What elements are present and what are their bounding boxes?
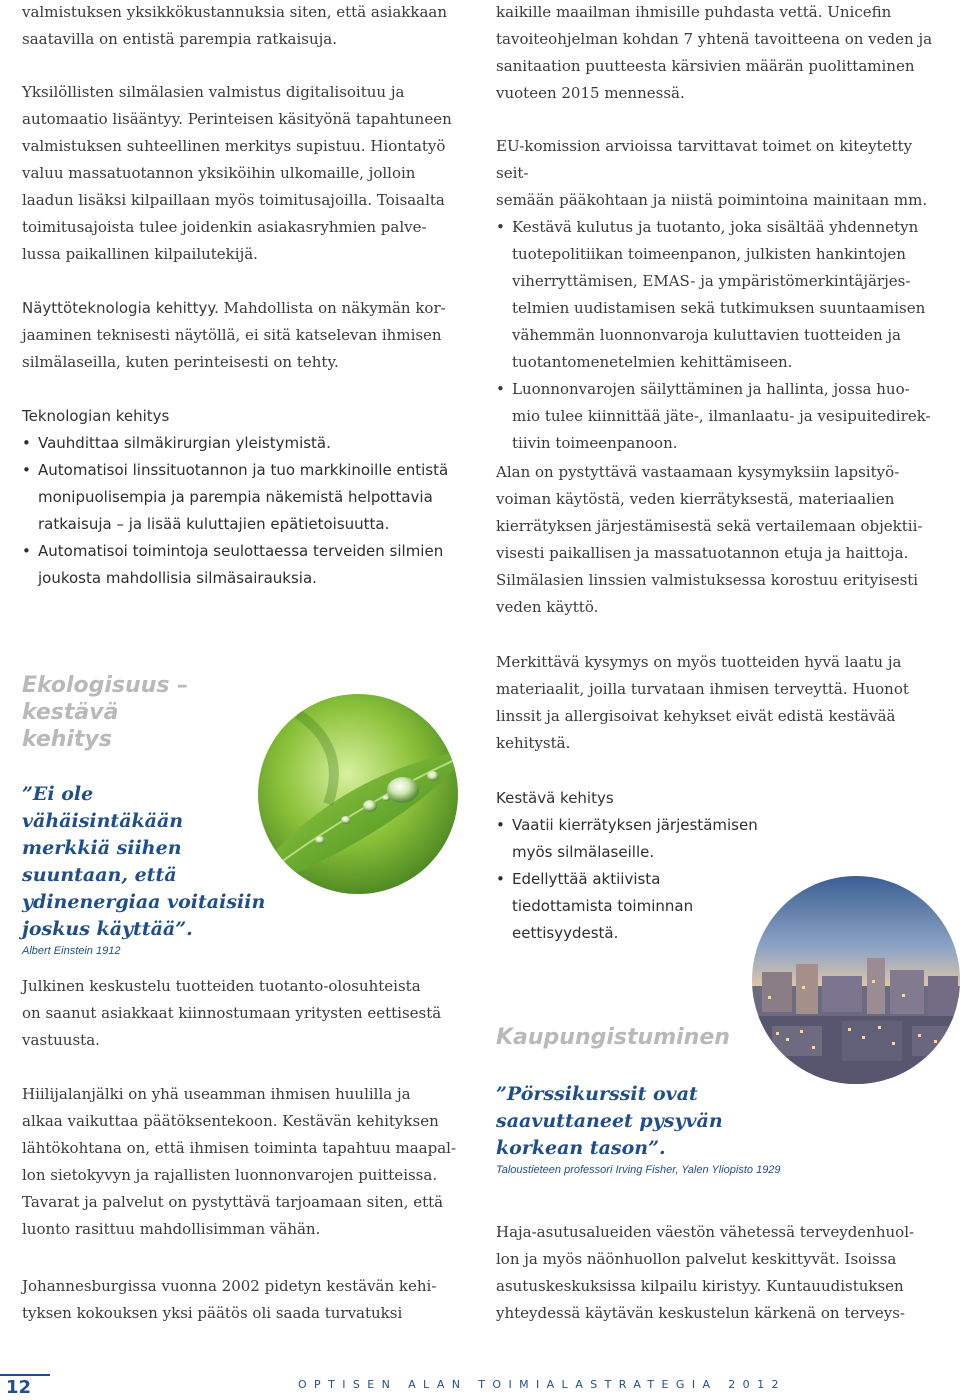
text-line: monipuolisempia ja parempia näkemistä helpottavia [38, 488, 433, 506]
text-line: Automatisoi linssituotannon ja tuo markkinoille entistä [38, 461, 449, 479]
bullet-item [496, 214, 936, 376]
text-line: ”Ei ole [22, 783, 94, 805]
text-line: tuotantomenetelmien kehittämiseen. [512, 353, 793, 371]
text-line: voiman käytöstä, veden kierrätyksestä, materiaalien [496, 490, 895, 508]
text-line: saavuttaneet pysyvän [496, 1110, 723, 1132]
text-line: Automatisoi toimintoja seulottaessa terveiden silmien [38, 542, 444, 560]
text-line: vuoteen 2015 mennessä. [496, 84, 685, 102]
text-line: joukosta mahdollisia silmäsairauksia. [38, 569, 317, 587]
paragraph-lines [496, 1219, 936, 1327]
page-number-tab [0, 1374, 50, 1400]
quote-attribution: Taloustieteen professori Irving Fisher, Yalen Yliopisto 1929 [496, 1164, 781, 1176]
text-line: ydinenergiaa voitaisiin [22, 891, 266, 913]
child-labour-paragraph [496, 459, 936, 621]
paragraph-lines [22, 295, 462, 376]
text-line: alkaa vaikuttaa päätöksentekoon. Kestävän kehityksen [22, 1112, 439, 1130]
text-line: laadun lisäksi kilpaillaan myös toimitusajoilla. Toisaalta [22, 191, 445, 209]
bullet-item [496, 812, 936, 866]
text-line: Kestävä kulutus ja tuotanto, joka sisältää yhdennetyn [512, 218, 919, 236]
text-line: myös silmälaseille. [512, 843, 655, 861]
text-line: Haja-asutusalueiden väestön vähetessä terveydenhuol- [496, 1223, 915, 1241]
text-line: EU-komission arvioissa tarvittavat toimet on kiteytetty seit- [496, 137, 913, 182]
text-line: kaikille maailman ihmisille puhdasta vettä. Unicefin [496, 3, 892, 21]
text-line: tiedottamista toiminnan [512, 897, 694, 915]
text-line: asutuskeskuksissa kilpailu kiristyy. Kuntauudistuksen [496, 1277, 904, 1295]
text-line: materiaalit, joilla turvataan ihmisen terveyttä. Huonot [496, 680, 909, 698]
text-line: Johannesburgissa vuonna 2002 pidetyn kestävän kehi- [22, 1277, 437, 1295]
leaf-image [258, 694, 458, 894]
text-line: tyksen kokouksen yksi päätös oli saada turvatuksi [22, 1304, 403, 1322]
text-line: tuotepolitiikan toimeenpanon, julkisten hankintojen [512, 245, 906, 263]
text-line: mio tulee kiinnittää jäte-, ilmanlaatu- ja vesipuitedirek- [512, 407, 931, 425]
text-line: joskus käyttää”. [22, 918, 193, 940]
text-line: linssit ja allergisoivat kehykset eivät edistä kestävää [496, 707, 896, 725]
eu-commission-section [496, 133, 936, 457]
urbanisation-callout [496, 1024, 936, 1176]
text-line: automaatio lisääntyy. Perinteisen käsityönä tapahtuneen [22, 110, 452, 128]
quality-paragraph [496, 649, 936, 757]
text-line: visesti paikallisen ja massatuotannon etuja ja haittoja. [496, 544, 909, 562]
text-line: Alan on pystyttävä vastaamaan kysymyksiin lapsityö- [496, 463, 900, 481]
paragraph-lines [22, 0, 462, 53]
text-line: merkkiä siihen [22, 837, 182, 859]
text-line: ratkaisuja – ja lisää kuluttajien epätietoisuutta. [38, 515, 390, 533]
section-title: Kaupungistuminen [496, 1025, 730, 1050]
text-line: Edellyttää aktiivista [512, 870, 661, 888]
text-line: sanitaation puutteesta kärsivien määrän puolittaminen [496, 57, 915, 75]
text-line: valmistuksen yksikkökustannuksia siten, että asiakkaan [22, 3, 448, 21]
text-line: valmistuksen suhteellinen merkitys supistuu. Hiontatyö [22, 137, 446, 155]
text-line: korkean tason”. [496, 1137, 666, 1159]
text-line: viherryttämisen, EMAS- ja ympäristömerkintäjärjes- [512, 272, 911, 290]
paragraph-lines [496, 649, 936, 757]
text-line: semään pääkohtaan ja niistä poimintoina mainitaan mm. [496, 191, 928, 209]
text-line: Luonnonvarojen säilyttäminen ja hallinta, jossa huo- [512, 380, 910, 398]
quote-attribution: Albert Einstein 1912 [22, 945, 121, 957]
left-intro-paragraph [22, 0, 462, 53]
digitalisation-paragraph [22, 79, 462, 268]
text-line: valuu massatuotannon yksiköihin ulkomaille, jolloin [22, 164, 416, 182]
text-line: Hiilijalanjälki on yhä useamman ihmisen huulilla ja [22, 1085, 411, 1103]
text-line: luonto rasittuu mahdollisimman vähän. [22, 1220, 321, 1238]
water-paragraph [496, 0, 936, 107]
paragraph-lines [496, 459, 936, 621]
section-heading: Kestävä kehitys [496, 789, 614, 807]
publication-title: OPTISEN ALAN TOIMIALASTRATEGIA 2012 [298, 1378, 786, 1391]
text-line: suuntaan, että [22, 864, 177, 886]
text-line: Ekologisuus – kestävä [22, 673, 189, 725]
pull-quote [22, 781, 282, 943]
eu-bullet-list [496, 214, 936, 457]
bullet-item [22, 538, 462, 592]
ecology-callout [22, 672, 282, 957]
section-title [22, 672, 282, 753]
text-line: on saanut asiakkaat kiinnostumaan yritysten eettisestä [22, 1004, 442, 1022]
paragraph-lines [22, 973, 462, 1054]
text-line: tiivin toimeenpanoon. [512, 434, 678, 452]
text-line: kehitys [22, 727, 112, 752]
pull-quote [496, 1081, 936, 1162]
paragraph-lines [22, 1273, 462, 1327]
text-line: eettisyydestä. [512, 924, 619, 942]
text-line: vähäisintäkään [22, 810, 184, 832]
johannesburg-paragraph [22, 1273, 462, 1327]
text-line: lon sietokyvyn ja rajallisten luonnonvarojen puitteissa. [22, 1166, 438, 1184]
text-line: ”Pörssikurssit ovat [496, 1083, 698, 1105]
public-discussion-paragraph [22, 973, 462, 1054]
text-line: lussa paikallinen kilpailutekijä. [22, 245, 258, 263]
rural-population-paragraph [496, 1219, 936, 1327]
text-line: yhteydessä käytävän keskustelun kärkenä on terveys- [496, 1304, 905, 1322]
paragraph-lines [22, 1081, 462, 1243]
text-line: veden käyttö. [496, 598, 599, 616]
technology-section [22, 403, 462, 592]
text-line: Merkittävä kysymys on myös tuotteiden hyvä laatu ja [496, 653, 902, 671]
display-tech-paragraph [22, 295, 462, 376]
text-line: Yksilöllisten silmälasien valmistus digitalisoituu ja [22, 83, 405, 101]
text-line: lähtökohtana on, että ihmisen toiminta tapahtuu maapal- [22, 1139, 457, 1157]
text-line: vastuusta. [22, 1031, 100, 1049]
page-number: 12 [6, 1377, 32, 1398]
text-line: lon ja myös näönhuollon palvelut keskittyvät. Isoissa [496, 1250, 897, 1268]
paragraph-lines [22, 79, 462, 268]
bullet-item [22, 430, 462, 457]
text-line: Silmälasien linssien valmistuksessa korostuu erityisesti [496, 571, 919, 589]
paragraph-lines [496, 133, 936, 214]
text-line: tavoiteohjelman kohdan 7 yhtenä tavoitteena on veden ja [496, 30, 933, 48]
carbon-footprint-paragraph [22, 1081, 462, 1243]
text-line: kierrätyksen järjestämisestä sekä vertailemaan objektii- [496, 517, 923, 535]
tech-bullet-list [22, 430, 462, 592]
bullet-item [496, 376, 936, 457]
section-heading: Teknologian kehitys [22, 407, 170, 425]
text-line: jaaminen teknisesti näytöllä, ei sitä katselevan ihmisen [22, 326, 442, 344]
text-line: saatavilla on entistä parempia ratkaisuja. [22, 30, 338, 48]
text-line: vähemmän luonnonvaroja kuluttavien tuotteiden ja [512, 326, 901, 344]
text-line: Tavarat ja palvelut on pystyttävä tarjoamaan siten, että [22, 1193, 444, 1211]
text-line: silmälaseilla, kuten perinteisesti on tehty. [22, 353, 339, 371]
paragraph-lead: Näyttöteknologia kehittyy. [22, 299, 219, 317]
text-line: Mahdollista on näkymän kor- [218, 299, 446, 317]
text-line: toimitusajoista tulee joidenkin asiakasryhmien palve- [22, 218, 427, 236]
leaf-with-water-drops-icon [258, 694, 458, 894]
paragraph-lines [496, 0, 936, 107]
text-line: Vaatii kierrätyksen järjestämisen [512, 816, 758, 834]
bullet-item [22, 457, 462, 538]
text-line: Vauhdittaa silmäkirurgian yleistymistä. [38, 434, 331, 452]
text-line: Julkinen keskustelu tuotteiden tuotanto-olosuhteista [22, 977, 421, 995]
text-line: telmien uudistamisen sekä tutkimuksen suuntaamisen [512, 299, 926, 317]
text-line: kehitystä. [496, 734, 571, 752]
